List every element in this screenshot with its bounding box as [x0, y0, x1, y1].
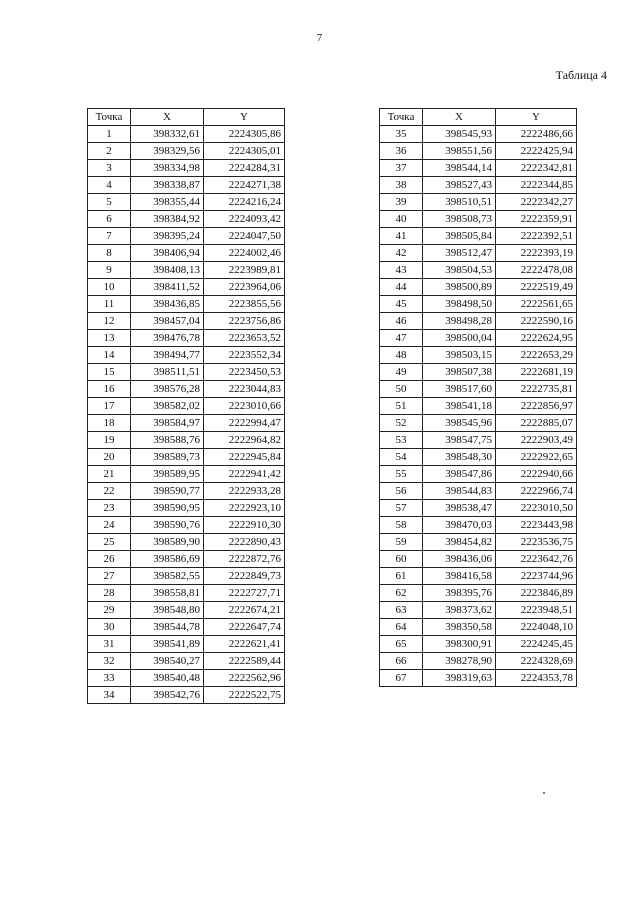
table-row: [88, 262, 285, 279]
cell-x: 398544,83: [423, 483, 496, 500]
table-row: [88, 517, 285, 534]
cell-point: 25: [88, 534, 131, 551]
cell-y: 2222966,74: [496, 483, 577, 500]
cell-point: 56: [380, 483, 423, 500]
cell-y: 2222392,51: [496, 228, 577, 245]
cell-point: 32: [88, 653, 131, 670]
cell-point: 27: [88, 568, 131, 585]
page-number: 7: [316, 32, 323, 44]
cell-point: 17: [88, 398, 131, 415]
table-caption: Таблица 4: [555, 68, 607, 82]
cell-x: 398300,91: [423, 636, 496, 653]
cell-point: 12: [88, 313, 131, 330]
cell-y: 2223948,51: [496, 602, 577, 619]
table-row: [380, 534, 577, 551]
cell-y: 2223642,76: [496, 551, 577, 568]
cell-point: 10: [88, 279, 131, 296]
table-row: [380, 636, 577, 653]
table-row: [88, 466, 285, 483]
cell-point: 36: [380, 143, 423, 160]
cell-x: 398395,24: [131, 228, 204, 245]
table-row: [380, 211, 577, 228]
cell-x: 398395,76: [423, 585, 496, 602]
cell-x: 398558,81: [131, 585, 204, 602]
table-row: [88, 126, 285, 143]
cell-x: 398551,56: [423, 143, 496, 160]
cell-x: 398476,78: [131, 330, 204, 347]
cell-point: 63: [380, 602, 423, 619]
cell-y: 2222342,27: [496, 194, 577, 211]
cell-y: 2222342,81: [496, 160, 577, 177]
table-row: [88, 449, 285, 466]
cell-point: 22: [88, 483, 131, 500]
cell-y: 2224328,69: [496, 653, 577, 670]
cell-y: 2222903,49: [496, 432, 577, 449]
cell-x: 398338,87: [131, 177, 204, 194]
table-row: [88, 228, 285, 245]
table-row: [88, 500, 285, 517]
cell-x: 398582,55: [131, 568, 204, 585]
cell-x: 398504,53: [423, 262, 496, 279]
cell-x: 398319,63: [423, 670, 496, 687]
table-row: [380, 449, 577, 466]
cell-x: 398541,89: [131, 636, 204, 653]
table-row: [88, 653, 285, 670]
cell-x: 398436,06: [423, 551, 496, 568]
cell-x: 398500,89: [423, 279, 496, 296]
cell-point: 3: [88, 160, 131, 177]
cell-x: 398334,98: [131, 160, 204, 177]
table-row: [88, 143, 285, 160]
table-row: [88, 585, 285, 602]
cell-y: 2222872,76: [204, 551, 285, 568]
cell-x: 398517,60: [423, 381, 496, 398]
table-row: [380, 602, 577, 619]
cell-y: 2222910,30: [204, 517, 285, 534]
cell-y: 2224245,45: [496, 636, 577, 653]
cell-x: 398384,92: [131, 211, 204, 228]
cell-y: 2224305,01: [204, 143, 285, 160]
cell-y: 2222933,28: [204, 483, 285, 500]
cell-x: 398505,84: [423, 228, 496, 245]
header-point: Точка: [380, 109, 423, 126]
cell-point: 50: [380, 381, 423, 398]
table-row: [380, 330, 577, 347]
cell-x: 398436,85: [131, 296, 204, 313]
cell-point: 23: [88, 500, 131, 517]
cell-x: 398329,56: [131, 143, 204, 160]
cell-x: 398411,52: [131, 279, 204, 296]
cell-y: 2222849,73: [204, 568, 285, 585]
cell-point: 44: [380, 279, 423, 296]
cell-point: 52: [380, 415, 423, 432]
cell-y: 2223010,66: [204, 398, 285, 415]
cell-y: 2223536,75: [496, 534, 577, 551]
table-row: [380, 126, 577, 143]
cell-y: 2222393,19: [496, 245, 577, 262]
cell-x: 398541,18: [423, 398, 496, 415]
header-y: Y: [204, 109, 285, 126]
table-row: [380, 228, 577, 245]
cell-point: 18: [88, 415, 131, 432]
cell-y: 2224271,38: [204, 177, 285, 194]
cell-y: 2224093,42: [204, 211, 285, 228]
cell-y: 2224047,50: [204, 228, 285, 245]
cell-y: 2222964,82: [204, 432, 285, 449]
cell-y: 2223010,50: [496, 500, 577, 517]
cell-point: 21: [88, 466, 131, 483]
header-row: [88, 109, 285, 126]
coordinates-table-right: [379, 108, 577, 687]
table-row: [88, 364, 285, 381]
cell-y: 2223846,89: [496, 585, 577, 602]
cell-point: 2: [88, 143, 131, 160]
cell-x: 398508,73: [423, 211, 496, 228]
cell-point: 65: [380, 636, 423, 653]
table-row: [88, 330, 285, 347]
cell-x: 398470,03: [423, 517, 496, 534]
cell-point: 24: [88, 517, 131, 534]
cell-x: 398527,43: [423, 177, 496, 194]
cell-x: 398590,77: [131, 483, 204, 500]
table-row: [380, 483, 577, 500]
cell-x: 398355,44: [131, 194, 204, 211]
cell-point: 62: [380, 585, 423, 602]
cell-x: 398545,93: [423, 126, 496, 143]
cell-y: 2224216,24: [204, 194, 285, 211]
cell-point: 5: [88, 194, 131, 211]
cell-y: 2222922,65: [496, 449, 577, 466]
cell-y: 2222735,81: [496, 381, 577, 398]
cell-y: 2222890,43: [204, 534, 285, 551]
cell-y: 2223756,86: [204, 313, 285, 330]
cell-point: 58: [380, 517, 423, 534]
table-row: [380, 500, 577, 517]
cell-x: 398589,90: [131, 534, 204, 551]
cell-y: 2224305,86: [204, 126, 285, 143]
cell-x: 398540,27: [131, 653, 204, 670]
table-row: [88, 177, 285, 194]
cell-point: 30: [88, 619, 131, 636]
cell-point: 35: [380, 126, 423, 143]
cell-x: 398507,38: [423, 364, 496, 381]
cell-point: 64: [380, 619, 423, 636]
cell-y: 2223552,34: [204, 347, 285, 364]
table-row: [380, 398, 577, 415]
cell-point: 46: [380, 313, 423, 330]
cell-y: 2222945,84: [204, 449, 285, 466]
table-row: [88, 432, 285, 449]
cell-y: 2222561,65: [496, 296, 577, 313]
table-row: [88, 347, 285, 364]
cell-y: 2222344,85: [496, 177, 577, 194]
table-row: [380, 670, 577, 687]
table-row: [88, 381, 285, 398]
cell-y: 2223989,81: [204, 262, 285, 279]
table-row: [88, 619, 285, 636]
cell-x: 398278,90: [423, 653, 496, 670]
table-row: [88, 670, 285, 687]
cell-y: 2222681,19: [496, 364, 577, 381]
header-point: Точка: [88, 109, 131, 126]
header-y: Y: [496, 109, 577, 126]
cell-x: 398588,76: [131, 432, 204, 449]
cell-point: 67: [380, 670, 423, 687]
table-row: [88, 279, 285, 296]
cell-y: 2224048,10: [496, 619, 577, 636]
cell-y: 2222522,75: [204, 687, 285, 704]
cell-y: 2222624,95: [496, 330, 577, 347]
cell-point: 15: [88, 364, 131, 381]
cell-point: 37: [380, 160, 423, 177]
cell-point: 57: [380, 500, 423, 517]
table-row: [88, 160, 285, 177]
cell-y: 2224002,46: [204, 245, 285, 262]
cell-x: 398498,50: [423, 296, 496, 313]
table-row: [380, 279, 577, 296]
cell-y: 2222923,10: [204, 500, 285, 517]
cell-point: 28: [88, 585, 131, 602]
cell-x: 398350,58: [423, 619, 496, 636]
cell-point: 45: [380, 296, 423, 313]
cell-point: 40: [380, 211, 423, 228]
cell-point: 47: [380, 330, 423, 347]
cell-x: 398416,58: [423, 568, 496, 585]
table-row: [88, 296, 285, 313]
table-row: [88, 636, 285, 653]
header-row: [380, 109, 577, 126]
table-row: [380, 551, 577, 568]
table-row: [88, 211, 285, 228]
table-row: [380, 585, 577, 602]
cell-x: 398408,13: [131, 262, 204, 279]
table-row: [88, 534, 285, 551]
cell-x: 398510,51: [423, 194, 496, 211]
cell-point: 48: [380, 347, 423, 364]
cell-y: 2222674,21: [204, 602, 285, 619]
cell-y: 2223450,53: [204, 364, 285, 381]
cell-point: 49: [380, 364, 423, 381]
cell-x: 398494,77: [131, 347, 204, 364]
cell-point: 39: [380, 194, 423, 211]
cell-point: 53: [380, 432, 423, 449]
cell-point: 6: [88, 211, 131, 228]
cell-point: 14: [88, 347, 131, 364]
cell-point: 26: [88, 551, 131, 568]
cell-x: 398332,61: [131, 126, 204, 143]
table-row: [88, 398, 285, 415]
table-row: [88, 194, 285, 211]
cell-point: 41: [380, 228, 423, 245]
cell-y: 2224284,31: [204, 160, 285, 177]
cell-x: 398406,94: [131, 245, 204, 262]
cell-point: 34: [88, 687, 131, 704]
table-row: [380, 381, 577, 398]
table-row: [380, 262, 577, 279]
cell-y: 2223964,06: [204, 279, 285, 296]
cell-x: 398547,86: [423, 466, 496, 483]
cell-point: 38: [380, 177, 423, 194]
cell-y: 2222562,96: [204, 670, 285, 687]
cell-point: 1: [88, 126, 131, 143]
cell-x: 398454,82: [423, 534, 496, 551]
table-row: [88, 687, 285, 704]
table-row: [88, 551, 285, 568]
cell-x: 398511,51: [131, 364, 204, 381]
cell-y: 2222940,66: [496, 466, 577, 483]
table-row: [380, 177, 577, 194]
cell-x: 398584,97: [131, 415, 204, 432]
coordinates-table-left: [87, 108, 285, 704]
cell-x: 398544,78: [131, 619, 204, 636]
cell-point: 20: [88, 449, 131, 466]
cell-x: 398576,28: [131, 381, 204, 398]
cell-point: 13: [88, 330, 131, 347]
cell-y: 2222621,41: [204, 636, 285, 653]
table-row: [380, 364, 577, 381]
cell-point: 11: [88, 296, 131, 313]
cell-x: 398498,28: [423, 313, 496, 330]
cell-point: 61: [380, 568, 423, 585]
cell-y: 2222941,42: [204, 466, 285, 483]
scan-speck: [543, 792, 545, 794]
cell-y: 2222590,16: [496, 313, 577, 330]
cell-point: 8: [88, 245, 131, 262]
cell-point: 54: [380, 449, 423, 466]
cell-point: 33: [88, 670, 131, 687]
cell-point: 4: [88, 177, 131, 194]
cell-point: 59: [380, 534, 423, 551]
cell-x: 398586,69: [131, 551, 204, 568]
table-row: [380, 466, 577, 483]
cell-y: 2222589,44: [204, 653, 285, 670]
table-row: [380, 517, 577, 534]
cell-y: 2222486,66: [496, 126, 577, 143]
cell-x: 398589,95: [131, 466, 204, 483]
table-row: [380, 194, 577, 211]
cell-x: 398548,80: [131, 602, 204, 619]
table-row: [88, 483, 285, 500]
table-row: [380, 415, 577, 432]
cell-x: 398590,95: [131, 500, 204, 517]
cell-y: 2222856,97: [496, 398, 577, 415]
table-row: [380, 143, 577, 160]
cell-x: 398540,48: [131, 670, 204, 687]
cell-point: 42: [380, 245, 423, 262]
header-x: X: [423, 109, 496, 126]
table-row: [380, 653, 577, 670]
cell-x: 398582,02: [131, 398, 204, 415]
cell-y: 2222359,91: [496, 211, 577, 228]
cell-y: 2222727,71: [204, 585, 285, 602]
cell-x: 398545,96: [423, 415, 496, 432]
table-row: [88, 313, 285, 330]
cell-point: 16: [88, 381, 131, 398]
cell-y: 2222647,74: [204, 619, 285, 636]
table-row: [380, 347, 577, 364]
cell-x: 398512,47: [423, 245, 496, 262]
cell-y: 2222478,08: [496, 262, 577, 279]
cell-y: 2222994,47: [204, 415, 285, 432]
table-row: [88, 602, 285, 619]
cell-x: 398457,04: [131, 313, 204, 330]
cell-x: 398538,47: [423, 500, 496, 517]
cell-x: 398542,76: [131, 687, 204, 704]
cell-point: 66: [380, 653, 423, 670]
cell-x: 398589,73: [131, 449, 204, 466]
cell-point: 55: [380, 466, 423, 483]
table-row: [380, 619, 577, 636]
cell-y: 2223443,98: [496, 517, 577, 534]
table-row: [88, 568, 285, 585]
cell-y: 2223044,83: [204, 381, 285, 398]
table-row: [380, 245, 577, 262]
cell-y: 2222425,94: [496, 143, 577, 160]
table-row: [380, 313, 577, 330]
table-row: [380, 568, 577, 585]
cell-x: 398373,62: [423, 602, 496, 619]
table-row: [380, 432, 577, 449]
cell-x: 398547,75: [423, 432, 496, 449]
cell-y: 2223744,96: [496, 568, 577, 585]
cell-x: 398548,30: [423, 449, 496, 466]
cell-point: 31: [88, 636, 131, 653]
cell-point: 29: [88, 602, 131, 619]
cell-y: 2223855,56: [204, 296, 285, 313]
cell-y: 2222519,49: [496, 279, 577, 296]
cell-y: 2223653,52: [204, 330, 285, 347]
cell-x: 398590,76: [131, 517, 204, 534]
cell-point: 7: [88, 228, 131, 245]
cell-point: 9: [88, 262, 131, 279]
cell-x: 398503,15: [423, 347, 496, 364]
cell-y: 2222885,07: [496, 415, 577, 432]
cell-point: 60: [380, 551, 423, 568]
cell-x: 398500,04: [423, 330, 496, 347]
cell-y: 2222653,29: [496, 347, 577, 364]
cell-y: 2224353,78: [496, 670, 577, 687]
cell-point: 51: [380, 398, 423, 415]
cell-x: 398544,14: [423, 160, 496, 177]
table-row: [380, 160, 577, 177]
header-x: X: [131, 109, 204, 126]
cell-point: 19: [88, 432, 131, 449]
cell-point: 43: [380, 262, 423, 279]
table-row: [88, 415, 285, 432]
table-row: [88, 245, 285, 262]
table-row: [380, 296, 577, 313]
